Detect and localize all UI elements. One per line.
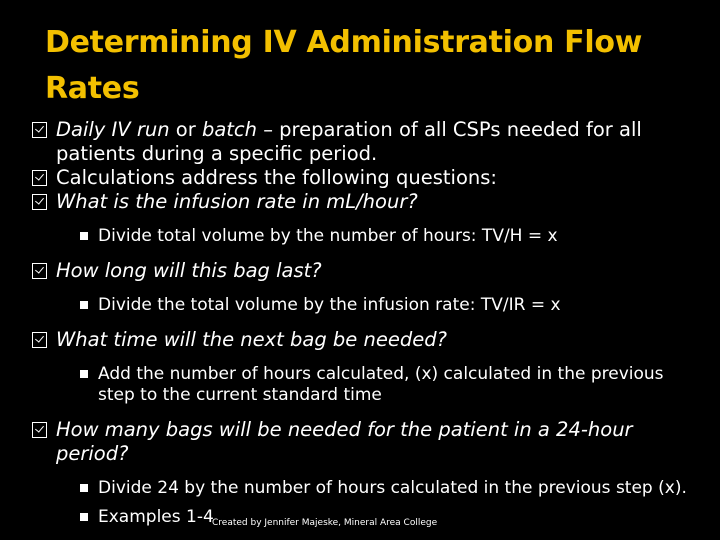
bullet-text: How many bags will be needed for the patient in a 24-hour period?: [56, 418, 633, 465]
bullet-text: What is the infusion rate in mL/hour?: [56, 190, 418, 213]
checkbox-bullet-icon: [32, 194, 47, 210]
bullet-item: [30, 190, 700, 214]
sub-bullet-item: [30, 295, 700, 316]
bullet-text: What time will the next bag be needed?: [56, 328, 447, 351]
bullet-text: – preparation of all CSPs needed for all patients during a specific period.: [56, 118, 642, 165]
bullet-item: [30, 118, 700, 166]
bullet-text: How long will this bag last?: [56, 259, 322, 282]
title-bar: [0, 0, 720, 112]
bullet-text: batch: [201, 118, 257, 141]
bullet-text: Daily IV run: [56, 118, 170, 141]
square-bullet-icon: [80, 232, 88, 240]
sub-bullet-item: [30, 478, 700, 499]
bullet-item: [30, 328, 700, 352]
square-bullet-icon: [80, 484, 88, 492]
bullet-text: Add the number of hours calculated, (x) calculated in the previous step to the current standard time: [98, 364, 664, 405]
checkbox-bullet-icon: [32, 263, 47, 279]
slide-footer: Created by Jennifer Majeske, Mineral Area College: [212, 518, 438, 528]
slide-body: [30, 118, 700, 540]
square-bullet-icon: [80, 301, 88, 309]
slide-title: Determining IV Administration Flow Rates: [45, 25, 643, 106]
sub-bullet-item: [30, 226, 700, 247]
bullet-text: Calculations address the following questions:: [56, 166, 497, 189]
checkbox-bullet-icon: [32, 422, 47, 438]
square-bullet-icon: [80, 370, 88, 378]
bullet-item: [30, 166, 700, 190]
bullet-text: Divide 24 by the number of hours calculated in the previous step (x).: [98, 478, 687, 498]
sub-bullet-item: [30, 364, 700, 406]
checkbox-bullet-icon: [32, 332, 47, 348]
bullet-text: Examples 1-4: [98, 507, 214, 527]
checkbox-bullet-icon: [32, 170, 47, 186]
checkbox-bullet-icon: [32, 122, 47, 138]
bullet-text: or: [169, 118, 202, 141]
square-bullet-icon: [80, 513, 88, 521]
bullet-text: Divide the total volume by the infusion rate: TV/IR = x: [98, 295, 561, 315]
bullet-item: [30, 418, 700, 466]
bullet-text: Divide total volume by the number of hours: TV/H = x: [98, 226, 558, 246]
bullet-item: [30, 259, 700, 283]
